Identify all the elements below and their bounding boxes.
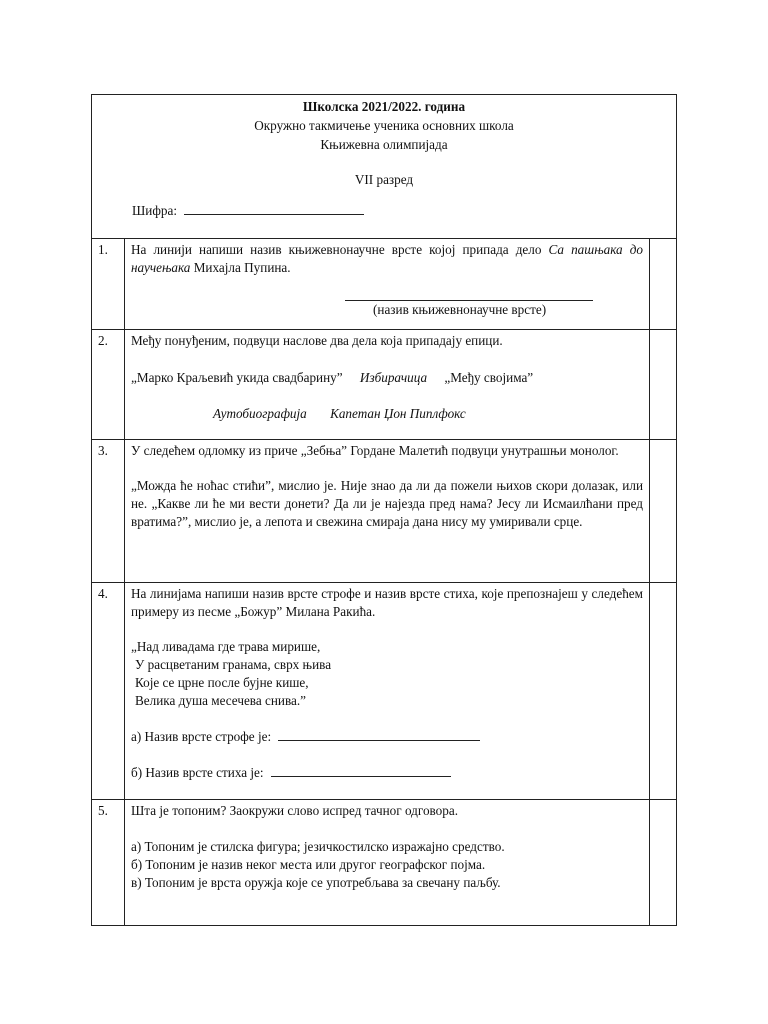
question-text-part: Михајла Пупина. (190, 260, 291, 275)
option-autobiografija[interactable]: Аутобиографија (213, 406, 307, 421)
stanza-type-answer-line[interactable] (278, 728, 480, 741)
stanza-type-label: а) Назив врсте строфе је: (131, 729, 272, 744)
stanza-type-field (131, 728, 643, 746)
options-line-1 (131, 369, 643, 387)
school-year-title: Школска 2021/2022. година (302, 99, 466, 114)
verse-type-field (131, 764, 643, 782)
question-body (125, 440, 650, 582)
verse-line: Велика душа месечева снива.” (135, 693, 307, 708)
grade-label: VII разред (354, 172, 414, 187)
question-body (125, 330, 650, 439)
question-row-4 (92, 583, 676, 800)
answer-line-caption: (назив књижевнонаучне врсте) (373, 302, 547, 317)
question-text-part: На линији напиши назив књижевнонаучне врсте којој припада дело (131, 242, 549, 257)
competition-name: Књижевна олимпијада (320, 137, 448, 152)
question-row-3 (92, 440, 676, 583)
option-kapetan[interactable]: Капетан Џон Пиплфокс (330, 406, 466, 421)
points-cell (650, 800, 676, 925)
story-passage[interactable]: „Можда ће ноћас стићи”, мислио је. Није знао да ли да пожели њихов скори долазак, или не. „Какве ли ће ми вести донети? Да ли је најезда пред нама? Јесу ли Исмаилћани пред вратима?”, мислио је, а лепота и свежина смираја дана нису му умиривали срце. (131, 478, 643, 529)
verse-type-answer-line[interactable] (271, 764, 451, 777)
question-row-1 (92, 239, 676, 330)
verse-line: Које се црне после бујне кише, (135, 675, 309, 690)
verse-type-label: б) Назив врсте стиха је: (131, 765, 264, 780)
competition-subtitle: Окружно такмичење ученика основних школа (254, 118, 514, 133)
question-text (131, 241, 643, 277)
question-text: Међу понуђеним, подвуци наслове два дела која припадају епици. (131, 333, 503, 348)
options-line-2 (213, 405, 643, 423)
points-cell (650, 583, 676, 799)
option-medju-svojima[interactable]: „Међу својима” (444, 370, 534, 385)
answer-option-a[interactable]: а) Топоним је стилска фигура; језичкостилско изражајно средство. (131, 839, 505, 854)
question-number: 3. (92, 440, 125, 582)
poem-excerpt (131, 638, 643, 710)
question-body (125, 583, 650, 799)
question-row-5 (92, 800, 676, 925)
code-label: Шифра: (132, 203, 178, 218)
question-body (125, 800, 650, 925)
exam-sheet (91, 94, 677, 926)
points-cell (650, 239, 676, 329)
work-title: Са пашњака до научењака (131, 242, 643, 275)
code-answer-line[interactable] (184, 202, 364, 215)
option-marko[interactable]: „Марко Краљевић укида свадбарину” (131, 370, 343, 385)
question-text: На линијама напиши назив врсте строфе и назив врсте стиха, које препознајеш у следећем примеру из песме „Божур” Милана Ракића. (131, 586, 643, 619)
question-row-2 (92, 330, 676, 440)
verse-line: „Над ливадама где трава мирише, (131, 639, 321, 654)
exam-header (92, 95, 676, 239)
option-izbiracica[interactable]: Избирачица (359, 370, 428, 385)
answer-option-b[interactable]: б) Топоним је назив неког места или другог географског појма. (131, 857, 486, 872)
question-number: 1. (92, 239, 125, 329)
points-cell (650, 330, 676, 439)
question-number: 4. (92, 583, 125, 799)
question-body (125, 239, 650, 329)
code-field (132, 202, 364, 219)
answer-option-c[interactable]: в) Топоним је врста оружја које се употребљава за свечану паљбу. (131, 875, 501, 890)
verse-line: У расцветаним гранама, сврх њива (135, 657, 332, 672)
question-text: Шта је топоним? Заокружи слово испред тачног одговора. (131, 803, 459, 818)
question-number: 2. (92, 330, 125, 439)
question-text: У следећем одломку из приче „Зебња” Гордане Малетић подвуци унутрашњи монолог. (131, 443, 619, 458)
answer-options (131, 838, 643, 892)
points-cell (650, 440, 676, 582)
question-number: 5. (92, 800, 125, 925)
